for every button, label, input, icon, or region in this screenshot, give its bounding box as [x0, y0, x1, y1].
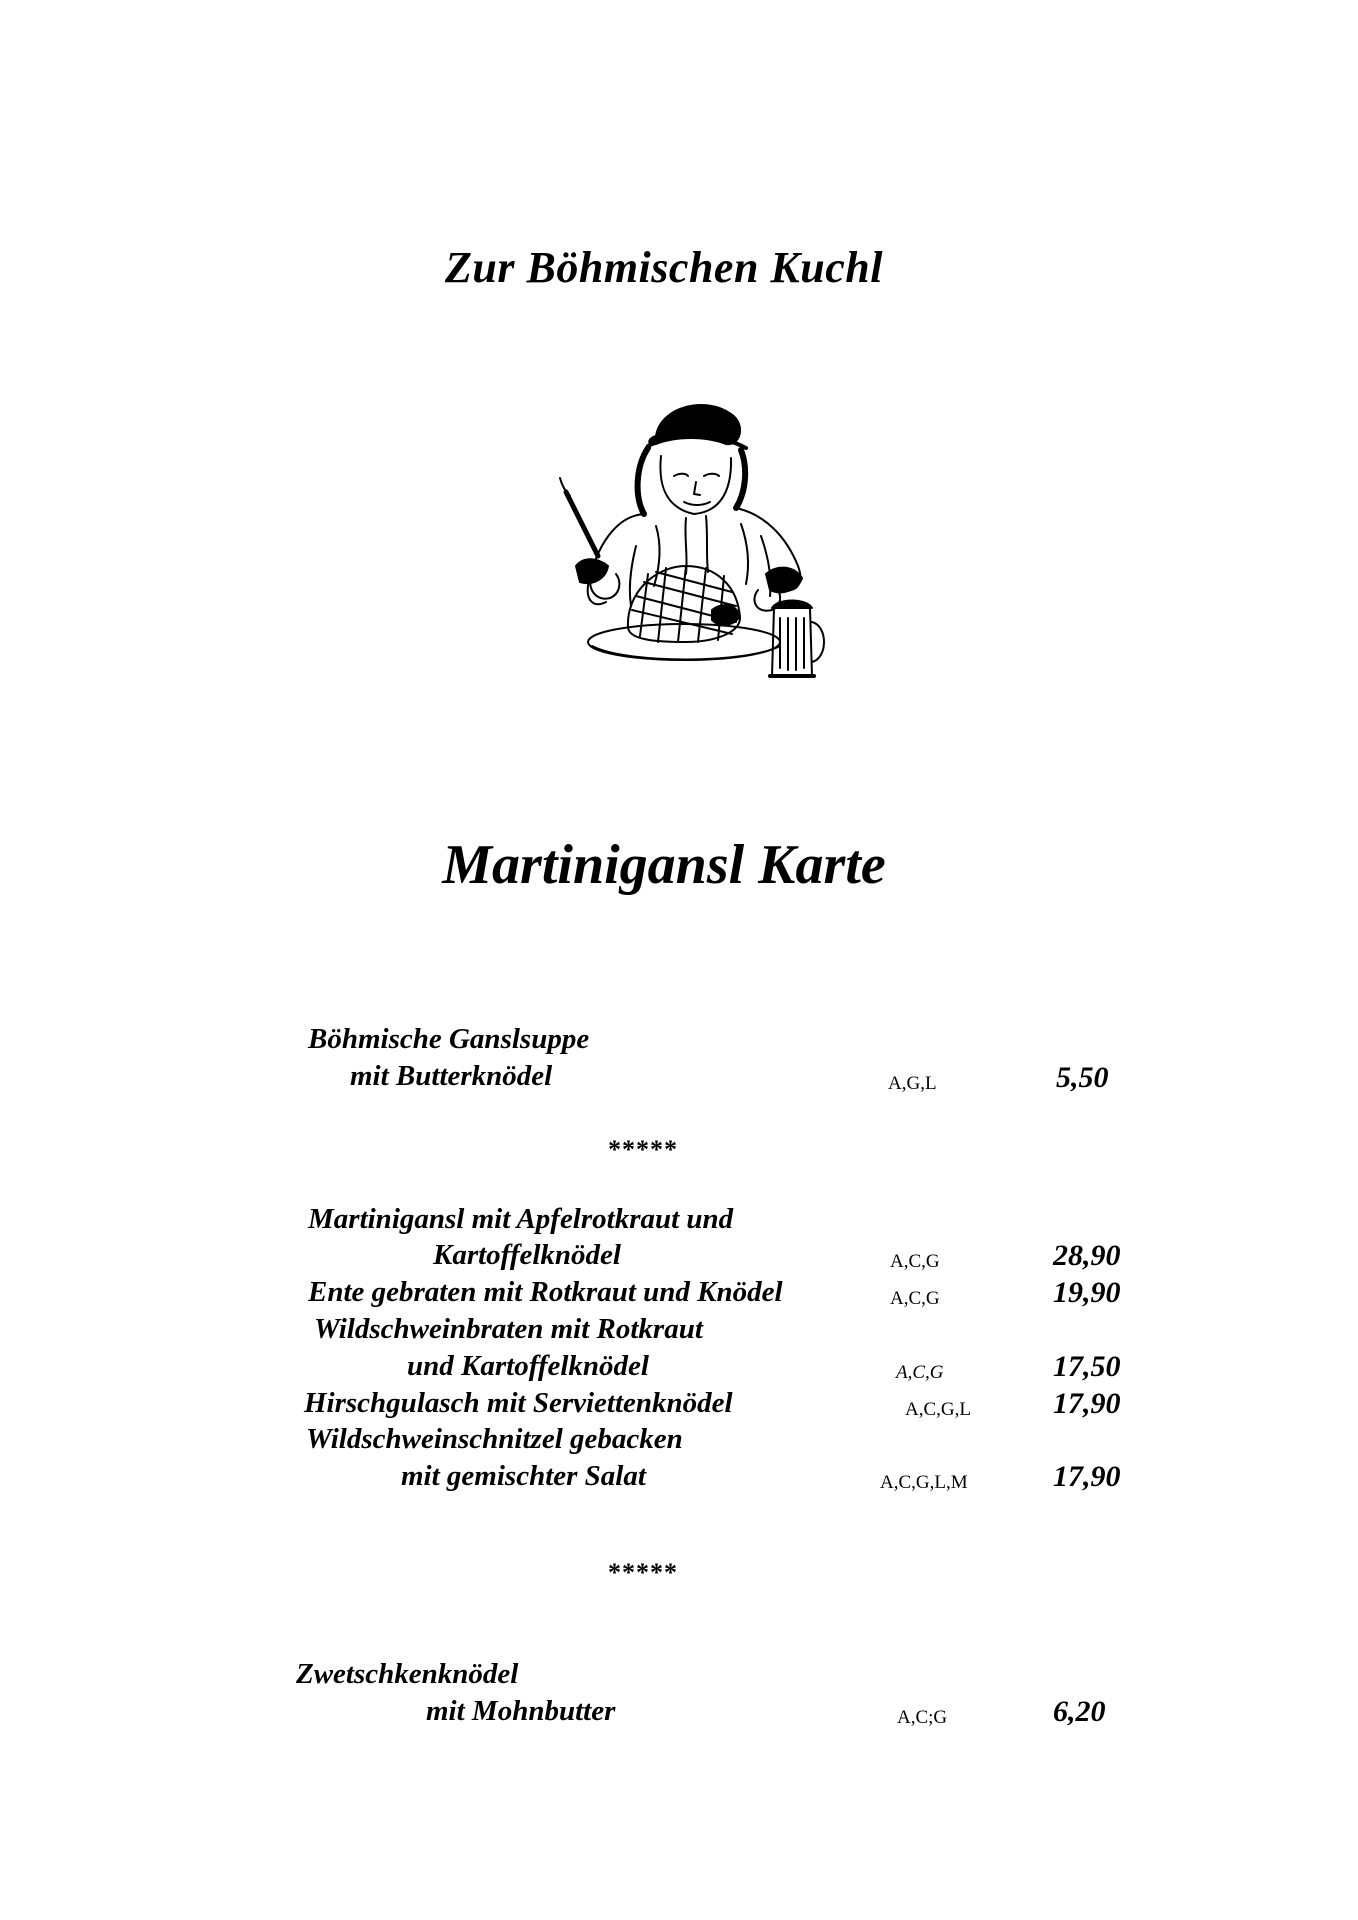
main-4-name-line1: Hirschgulasch mit Serviettenknödel [304, 1387, 733, 1419]
main-1-name-line2: Kartoffelknödel [433, 1239, 621, 1271]
main-4-price: 17,90 [1053, 1387, 1121, 1420]
dessert-name-line1: Zwetschkenknödel [296, 1658, 519, 1690]
menu-title: Martinigansl Karte [442, 834, 886, 896]
main-1-allergens: A,C,G [890, 1251, 940, 1272]
main-4-allergens: A,C,G,L [905, 1399, 971, 1420]
main-5-name-line2: mit gemischter Salat [401, 1460, 646, 1492]
separator-1: ***** [608, 1135, 678, 1164]
restaurant-name: Zur Böhmischen Kuchl [445, 243, 883, 292]
main-2-price: 19,90 [1053, 1276, 1121, 1309]
main-3-price: 17,50 [1053, 1350, 1121, 1383]
cook-carving-roast-illustration [536, 396, 826, 678]
soup-name-line2: mit Butterknödel [350, 1060, 553, 1092]
dessert-name-line2: mit Mohnbutter [426, 1695, 616, 1727]
dessert-allergens: A,C;G [897, 1707, 948, 1728]
main-1-price: 28,90 [1053, 1239, 1121, 1272]
dessert-price: 6,20 [1053, 1695, 1106, 1728]
main-1-name-line1: Martinigansl mit Apfelrotkraut und [308, 1203, 734, 1235]
main-2-allergens: A,C,G [890, 1288, 940, 1309]
soup-name-line1: Böhmische Ganslsuppe [308, 1023, 590, 1055]
main-5-allergens: A,C,G,L,M [880, 1472, 968, 1493]
soup-price: 5,50 [1056, 1061, 1109, 1094]
separator-2: ***** [608, 1558, 678, 1587]
main-3-name-line1: Wildschweinbraten mit Rotkraut [314, 1313, 703, 1345]
main-3-allergens: A,C,G [896, 1362, 944, 1383]
main-3-name-line2: und Kartoffelknödel [407, 1350, 649, 1382]
main-5-name-line1: Wildschweinschnitzel gebacken [306, 1423, 683, 1455]
soup-allergens: A,G,L [888, 1073, 937, 1094]
main-2-name-line1: Ente gebraten mit Rotkraut und Knödel [308, 1276, 783, 1308]
main-5-price: 17,90 [1053, 1460, 1121, 1493]
